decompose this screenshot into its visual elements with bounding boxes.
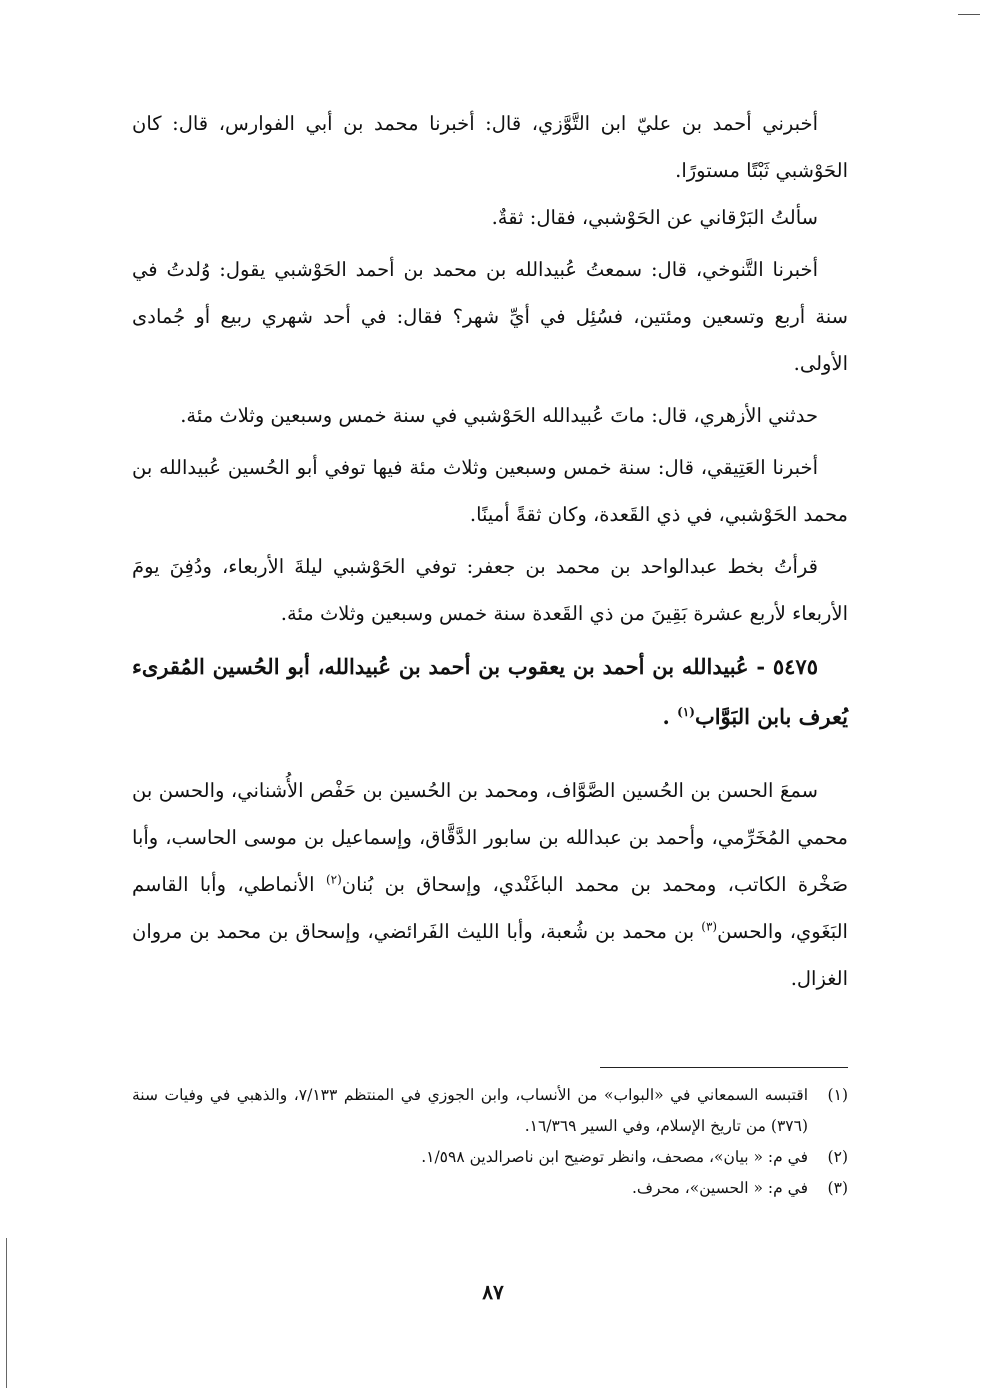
- biography-text-3: بن محمد بن شُعبة، وأبا الليث الفَرائضي، وإسحاق بن محمد بن مروان الغزال.: [132, 920, 848, 990]
- paragraph-3: أخبرنا التَّنوخي، قال: سمعتُ عُبيدالله بن محمد بن أحمد الحَوْشبي يقول: وُلدتُ في سنة أربع وتسعين ومئتين، فسُئِل في أيِّ شهر؟ فقال: في أحد شهري ربيع أو جُمادى الأولى.: [132, 258, 848, 375]
- left-edge-rule: [6, 1238, 7, 1388]
- entry-heading: [132, 642, 848, 742]
- biography-paragraph: [132, 767, 848, 1002]
- footnote-text: اقتبسه السمعاني في «البواب» من الأنساب، وابن الجوزي في المنتظم ٧/١٣٣، والذهبي في وفيات سنة (٣٧٦) من تاريخ الإسلام، وفي السير ١٦/٣٦٩.: [132, 1086, 808, 1135]
- paragraph-1: أخبرني أحمد بن عليّ ابن التَّوَّزي، قال: أخبرنا محمد بن أبي الفوارس، قال: كان الحَوْشبي ثَبْتًا مستورًا.: [132, 112, 848, 182]
- footnote-number: (١): [827, 1086, 848, 1104]
- biography-text-1: سمعَ الحسن بن الحُسين الصَّوَّاف، ومحمد بن الحُسين بن حَفْص الأُشناني، والحسن بن محمي المُخَرِّمي، وأحمد بن عبدالله بن سابور الدَّقَّاق، وإسماعيل بن موسى الحاسب، وأبا صَخْرة الكاتب، ومحمد بن محمد الباغَنْدي، وإسحاق بن بُنان: [132, 779, 848, 896]
- top-edge-rule: [958, 14, 980, 15]
- footnote-1: [132, 1080, 848, 1142]
- paragraph-5: أخبرنا العَتِيقي، قال: سنة خمس وسبعين وثلاث مئة فيها توفي أبو الحُسين عُبيدالله بن محمد الحَوْشبي، في ذي القَعدة، وكان ثقةً أمينًا.: [132, 456, 848, 526]
- footnote-3: [132, 1173, 848, 1204]
- entry-heading-text: ٥٤٧٥ - عُبيدالله بن أحمد بن يعقوب بن أحمد بن عُبيدالله، أبو الحُسين المُقرىء يُعرف بابن البَوَّاب: [132, 654, 848, 729]
- paragraph-6: قرأتُ بخط عبدالواحد بن محمد بن جعفر: توفي الحَوْشبي ليلةَ الأربعاء، ودُفِنَ يومَ الأربعاء لأربع عشرة بَقِينَ من ذي القَعدة سنة خمس وسبعين وثلاث مئة.: [132, 555, 848, 625]
- footnote-text: في م: « الحسين»، محرف.: [631, 1179, 808, 1197]
- footnote-ref-3: (٣): [701, 919, 718, 934]
- footnote-ref-2: (٢): [325, 872, 342, 887]
- footnote-ref-1: (١): [677, 705, 695, 719]
- footnote-number: (٣): [827, 1179, 848, 1197]
- footnote-number: (٢): [827, 1148, 848, 1166]
- page-number: ٨٧: [482, 1280, 504, 1304]
- paragraph-4: حدثني الأزهري، قال: ماتَ عُبيدالله الحَوْشبي في سنة خمس وسبعين وثلاث مئة.: [180, 404, 818, 427]
- footnote-2: [132, 1142, 848, 1173]
- footnote-text: في م: « بيان»، مصحف، وانظر توضيح ابن ناصرالدين ١/٥٩٨.: [421, 1148, 808, 1166]
- footnotes: [132, 1080, 848, 1204]
- paragraph-2: سألتُ البَرْقاني عن الحَوْشبي، فقال: ثقةٌ.: [491, 206, 818, 229]
- entry-heading-end: .: [662, 704, 678, 729]
- footnote-separator: [600, 1067, 848, 1068]
- main-text: [132, 100, 848, 1002]
- biography-text-2: الأنماطي، وأبا القاسم البَغَوي، والحسن: [132, 873, 848, 943]
